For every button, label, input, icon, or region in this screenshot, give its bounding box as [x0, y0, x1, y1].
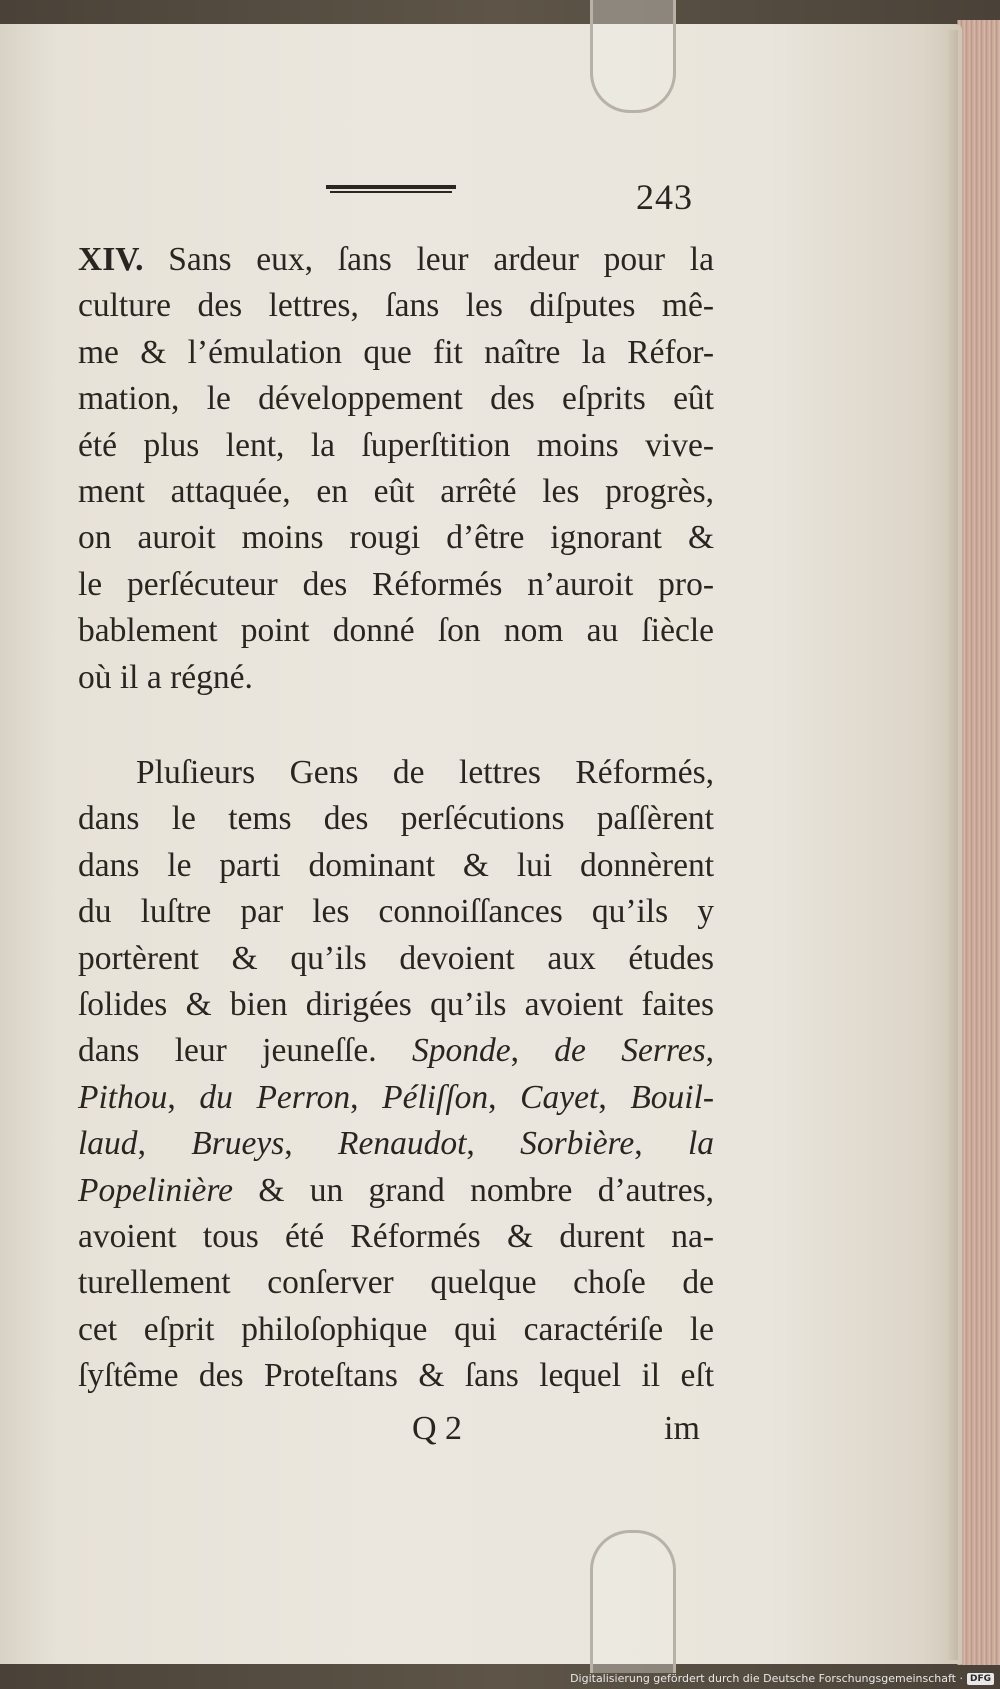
name-italic: Pithou: [78, 1078, 168, 1116]
dfg-logo: DFG: [967, 1673, 994, 1685]
text-line: XIV. Sans eux, ſans leur ardeur pour la: [78, 241, 714, 278]
name-italic: Bouil-: [630, 1078, 715, 1116]
text-line: ſolides & bien dirigées qu’ils avoient faites: [78, 985, 714, 1023]
signature-mark: Q 2: [412, 1410, 463, 1447]
name-italic: Popelinière: [78, 1171, 234, 1209]
catchword: im: [664, 1410, 700, 1447]
text-line: Pithou, du Perron, Péliſſon, Cayet, Bouil-: [78, 1078, 715, 1116]
page-edge-shadow: [946, 30, 958, 1660]
name-italic: Sorbière: [520, 1125, 635, 1163]
text-line: on auroit moins rougi d’être ignorant &: [78, 519, 714, 557]
text-line: avoient tous été Réformés & durent na-: [78, 1217, 714, 1255]
text-line: du luſtre par les connoiſſances qu’ils y: [78, 893, 714, 931]
page-number: 243: [636, 177, 693, 217]
text-line: dans le tems des perſécutions paſſèrent: [78, 800, 714, 838]
text-line: bablement point donné ſon nom au ſiècle: [78, 612, 714, 650]
text-line: mation, le développement des eſprits eût: [78, 380, 714, 418]
name-italic: Cayet: [520, 1078, 599, 1116]
name-italic: laud: [78, 1125, 138, 1163]
text-line: où il a régné.: [78, 658, 253, 696]
name-italic: Péliſſon: [382, 1078, 489, 1116]
text-line: Pluſieurs Gens de lettres Réformés,: [136, 754, 714, 791]
name-italic: Sponde: [411, 1032, 511, 1070]
text-line: laud, Brueys, Renaudot, Sorbière, la: [78, 1125, 714, 1163]
digitization-credit: [570, 1672, 994, 1685]
text-line: portèrent & qu’ils devoient aux études: [78, 939, 714, 977]
paragraph-2: [78, 750, 714, 1399]
book-fore-edge: [957, 20, 1000, 1665]
text-line: cet eſprit philoſophique qui caractériſe le: [78, 1310, 714, 1348]
text-line: culture des lettres, ſans les diſputes mê-: [78, 287, 714, 325]
text-line: été plus lent, la ſuperſtition moins vive-: [78, 426, 714, 464]
section-number: XIV.: [78, 241, 144, 278]
name-italic: de Serres: [554, 1032, 706, 1070]
paper-clip-bottom: [590, 1530, 676, 1673]
paper-clip-top: [590, 0, 676, 113]
header-rule-ornament: [326, 185, 456, 195]
credit-text: Digitalisierung gefördert durch die Deutsche Forschungsgemeinschaft ·: [570, 1672, 963, 1685]
name-italic: Brueys: [191, 1125, 285, 1163]
text-line: le perſécuteur des Réformés n’auroit pro-: [78, 565, 714, 603]
name-italic: Renaudot: [338, 1125, 467, 1163]
text-line: Popelinière & un grand nombre d’autres,: [78, 1171, 714, 1209]
text-line: ſyſtême des Proteſtans & ſans lequel il eſt: [78, 1357, 714, 1395]
text-line: dans leur jeuneſſe. Sponde, de Serres,: [78, 1032, 714, 1070]
name-italic: du Perron: [199, 1078, 351, 1116]
text-line: turellement conſerver quelque choſe de: [78, 1264, 714, 1302]
text-line: dans le parti dominant & lui donnèrent: [78, 846, 714, 884]
paragraph-1: [78, 237, 714, 701]
text-line: ment attaquée, en eût arrêté les progrès,: [78, 472, 714, 510]
text-line: me & l’émulation que fit naître la Réfor-: [78, 333, 714, 371]
name-italic: la: [687, 1125, 714, 1163]
